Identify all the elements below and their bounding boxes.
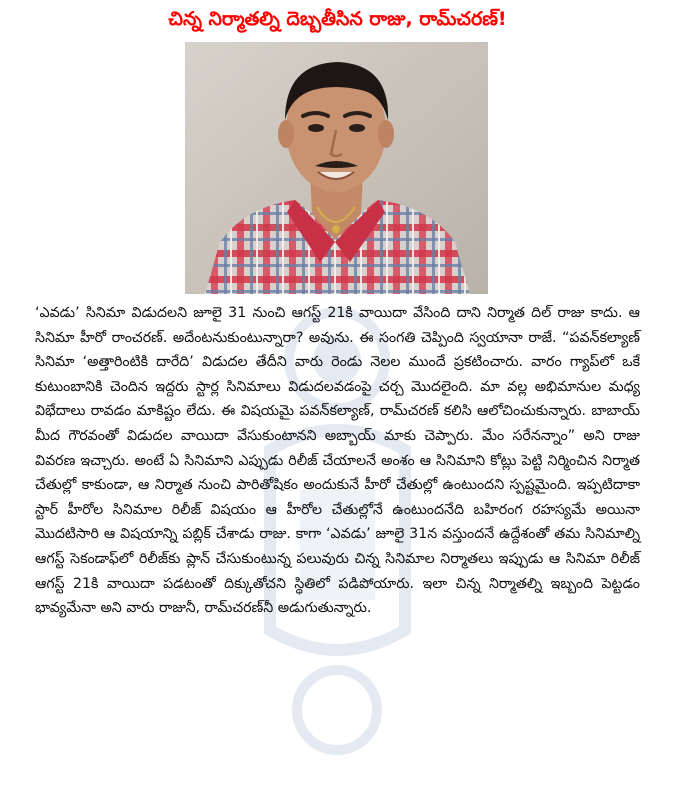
- article-headline: చిన్న నిర్మాతల్ని దెబ్బతీసిన రాజు, రామ్‌చరణ్!: [168, 8, 507, 30]
- portrait-photo-icon: [185, 42, 488, 294]
- portrait-photo: [185, 42, 488, 294]
- article-paragraph: ‘ఎవడు’ సినిమా విడుదలని జూలై 31 నుంచి ఆగస్ట్ 21కి వాయిదా వేసింది దాని నిర్మాత దిల్ రాజు కాదు. ఆ సినిమా హీరో రాంచరణ్. అదేంటనుకుంటున్నారా? అవును. ఈ సంగతి చెప్పింది స్వయానా రాజే. “పవన్‌కల్యాణ్ సినిమా ‘అత్తారింటికి దారేది’ విడుదల తేదీని వారు రెండు నెలల ముందే ప్రకటించారు. వారం గ్యాప్‌లో ఒకే కుటుంబానికి చెందిన ఇద్దరు స్టార్ల సినిమాలు విడుదలవడంపై చర్చ మొదలైంది. మా వల్ల అభిమానుల మధ్య విభేదాలు రావడం మాకిష్టం లేదు. ఈ విషయమై పవన్‌కల్యాణ్, రామ్‌చరణ్ కలిసి ఆలోచించుకున్నారు. బాబాయ్ మీద గౌరవంతో విడుదల వాయిదా వేసుకుంటానని అబ్బాయ్ మాకు చెప్పారు. మేం సరేనన్నాం” అని రాజు వివరణ ఇచ్చారు. అంటే ఏ సినిమాని ఎప్పుడు రిలీజ్ చేయాలనే అంశం ఆ సినిమాని కోట్లు పెట్టి నిర్మించిన నిర్మాత చేతుల్లో కాకుండా, ఆ నిర్మాత నుంచి పారితోషికం అందుకునే హీరో చేతుల్లో ఉంటుందని స్పష్టమైంది. ఇప్పటిదాకా స్టార్ హీరోల సినిమాల రిలీజ్ విషయం ఆ హీరోల చేతుల్లోనే ఉంటుందనేది బహిరంగ రహస్యమే అయినా మొదటిసారి ఆ విషయాన్ని పబ్లిక్ చేశాడు రాజు. కాగా ‘ఎవడు’ జూలై 31న వస్తుందనే ఉద్దేశంతో తమ సినిమాల్ని ఆగస్ట్ సెకండాఫ్‌లో రిలీజ్‌కు ప్లాన్ చేసుకుంటున్న పలువురు చిన్న సినిమాల నిర్మాతలు ఇప్పుడు ఆ సినిమా రిలీజ్ ఆగస్ట్ 21కి వాయిదా పడటంతో దిక్కుతోచని స్థితిలో పడిపోయారు. ఇలా చిన్న నిర్మాతల్ని ఇబ్బంది పెట్టడం భావ్యమేనా అని వారు రాజునీ, రామ్‌చరణ్‌నీ అడుగుతున్నారు.: [35, 305, 640, 617]
- article-body: [35, 301, 640, 621]
